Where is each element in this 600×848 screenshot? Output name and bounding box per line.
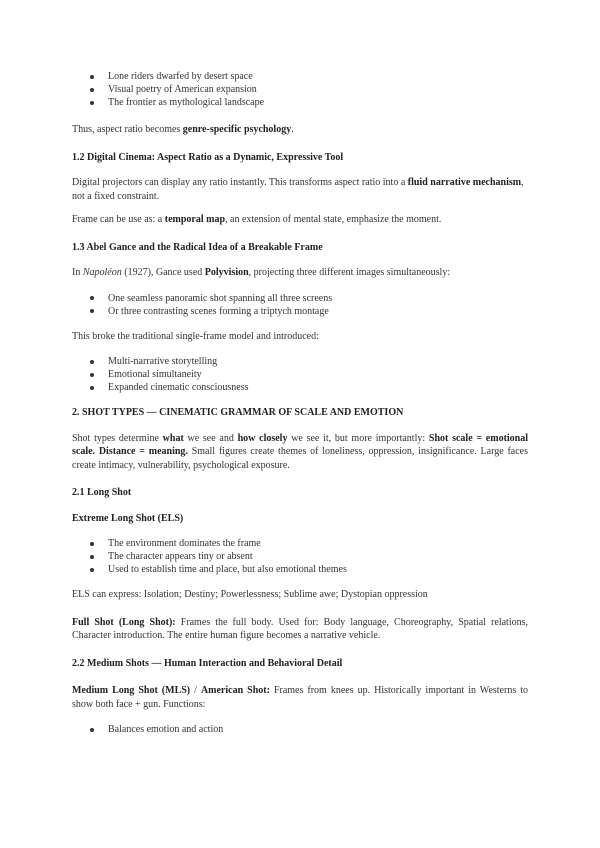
list-item: Or three contrasting scenes forming a triptych montage [108,305,528,318]
heading-1-3: 1.3 Abel Gance and the Radical Idea of a Breakable Frame [72,241,323,253]
els-list [72,537,528,576]
list-item: Expanded cinematic consciousness [108,381,528,394]
heading-2-1: 2.1 Long Shot [72,487,132,498]
thus-paragraph: Thus, aspect ratio becomes genre-specific psychology. [72,124,294,135]
list-item: Balances emotion and action [108,723,528,736]
list-item: The frontier as mythological landscape [108,96,528,109]
introduced-list [72,355,528,394]
broke-paragraph: This broke the traditional single-frame model and introduced: [72,330,319,342]
list-item: Multi-narrative storytelling [108,355,528,368]
heading-2-2: 2.2 Medium Shots — Human Interaction and Behavioral Detail [72,657,343,669]
mls-paragraph: Medium Long Shot (MLS) / American Shot: Frames from knees up. Historically important in Westerns to show both face + gun. Functions: [72,685,528,710]
heading-els: Extreme Long Shot (ELS) [72,512,184,524]
polyvision-list [72,292,528,318]
els-paragraph: ELS can express: Isolation; Destiny; Powerlessness; Sublime awe; Dystopian oppression [72,589,428,600]
list-item: The character appears tiny or absent [108,550,528,563]
frontier-list [72,70,528,109]
list-item: Used to establish time and place, but also emotional themes [108,563,528,576]
page-content [72,70,528,736]
shot-types-paragraph: Shot types determine what we see and how closely we see it, but more importantly: Shot scale = emotional scale. Distance = meaning. Small figures create themes of loneliness, oppression, insignificance. Large faces create intimacy, vulnerability, psychological exposure. [72,432,529,471]
list-item: Lone riders dwarfed by desert space [108,70,528,83]
list-item: Visual poetry of American expansion [108,83,528,96]
frame-paragraph: Frame can be use as: a temporal map, an extension of mental state, emphasize the moment. [72,214,442,225]
full-shot-paragraph: Full Shot (Long Shot): Frames the full body. Used for: Body language, Choreography, Spatial relations, Character introduction. The entire human figure becomes a narrative vehicle. [72,616,528,641]
mls-list [72,723,528,736]
heading-2: 2. SHOT TYPES — CINEMATIC GRAMMAR OF SCALE AND EMOTION [72,407,404,418]
list-item: One seamless panoramic shot spanning all three screens [108,292,528,305]
heading-1-2: 1.2 Digital Cinema: Aspect Ratio as a Dynamic, Expressive Tool [72,151,344,163]
digital-paragraph: Digital projectors can display any ratio instantly. This transforms aspect ratio into a fluid narrative mechanism, not a fixed constraint. [72,177,524,202]
list-item: Emotional simultaneity [108,368,528,381]
gance-paragraph: In Napoléon (1927), Gance used Polyvision, projecting three different images simultaneously: [72,267,451,278]
list-item: The environment dominates the frame [108,537,528,550]
